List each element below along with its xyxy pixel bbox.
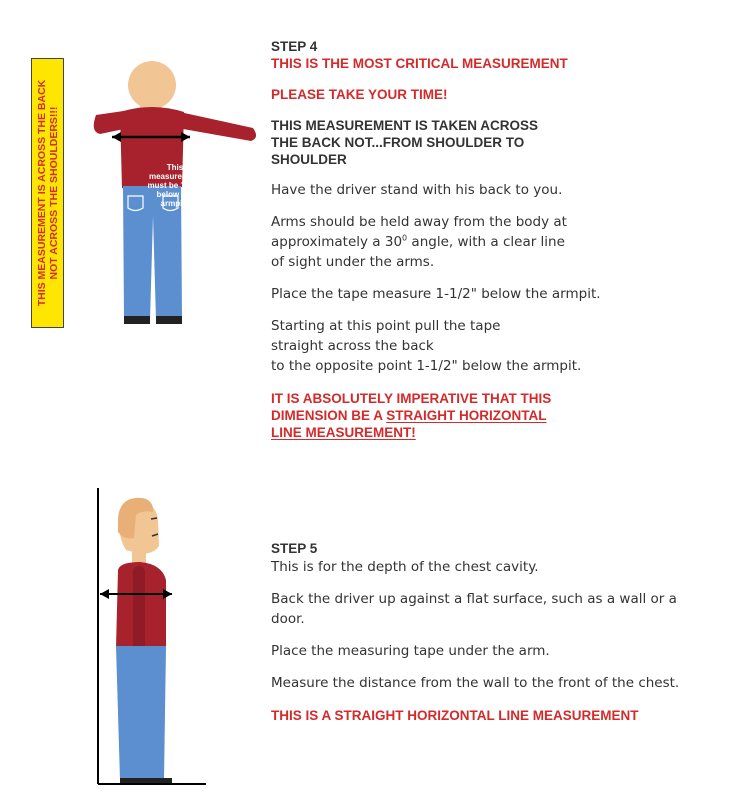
depth-instruction: This is for the depth of the chest cavity. [271,559,539,575]
heading-line: THE BACK NOT...FROM SHOULDER TO [271,135,525,150]
heading-line: SHOULDER [271,152,347,167]
arrowhead-right [181,132,190,142]
step-4-title: STEP 4 [271,39,318,54]
instruction-line: straight across the back [271,338,434,354]
warning-text: DIMENSION BE A [271,408,387,423]
arrowhead-left [100,589,109,599]
figure-measurement-note [141,163,209,208]
left-shoe [124,316,150,324]
instruction-line: Arms should be held away from the body at [271,214,567,230]
underlined-warning: LINE MEASUREMENT! [271,425,416,440]
underlined-warning: STRAIGHT HORIZONTAL [386,408,547,423]
angle-text-rest: angle, with a clear line [407,234,565,250]
stand-instruction: Have the driver stand with his back to you. [271,182,563,198]
right-shoe [156,316,182,324]
place-tape-instruction: Place the measuring tape under the arm. [271,643,550,659]
across-back-heading [271,117,731,168]
warning-line: IT IS ABSOLUTELY IMPERATIVE THAT THIS [271,391,552,406]
step-5-section [271,540,731,724]
back-up-instruction [271,589,731,629]
measure-instruction: Measure the distance from the wall to the front of the chest. [271,675,680,691]
step-4-section [271,38,731,441]
banner-line-1: THIS MEASUREMENT IS ACROSS THE BACK [35,79,48,307]
warning-line [271,407,731,424]
take-time-heading: PLEASE TAKE YOUR TIME! [271,87,448,102]
degree-superscript: 0 [402,233,408,243]
place-tape-instruction: Place the tape measure 1-1/2" below the armpit. [271,286,601,302]
instruction-line: to the opposite point 1-1/2" below the armpit. [271,358,582,374]
vertical-warning-banner [31,58,64,328]
banner-text [36,62,60,324]
instruction-line: Starting at this point pull the tape [271,318,501,334]
critical-heading: THIS IS THE MOST CRITICAL MEASUREMENT [271,56,568,71]
step-5-title: STEP 5 [271,541,318,556]
note-line: This [166,163,184,172]
note-line: measurement [148,172,202,181]
imperative-warning [271,390,731,441]
figure-head [128,61,176,109]
starting-instruction [271,316,731,376]
heading-line: THIS MEASUREMENT IS TAKEN ACROSS [271,118,539,133]
side-view-figure [96,488,208,786]
side-jeans [116,646,166,780]
eye-mark [151,518,157,519]
note-line: must be 1-1/2" [147,181,203,190]
note-line: armpits [160,199,190,208]
note-line: below the [156,190,194,199]
arms-instruction [271,212,731,272]
instruction-line: of sight under the arms. [271,254,435,270]
angle-text: approximately a 30 [271,234,403,250]
horizontal-warning: THIS IS A STRAIGHT HORIZONTAL LINE MEASUREMENT [271,708,639,723]
instruction-line [271,232,731,252]
instruction-line: Back the driver up against a flat surface, such as a wall or a [271,591,677,607]
side-shoe [120,778,172,783]
banner-line-2: NOT ACROSS THE SHOULDERS!!! [47,106,60,280]
arrowhead-left [112,132,121,142]
instruction-line: door. [271,611,305,627]
arrowhead-right [163,589,172,599]
